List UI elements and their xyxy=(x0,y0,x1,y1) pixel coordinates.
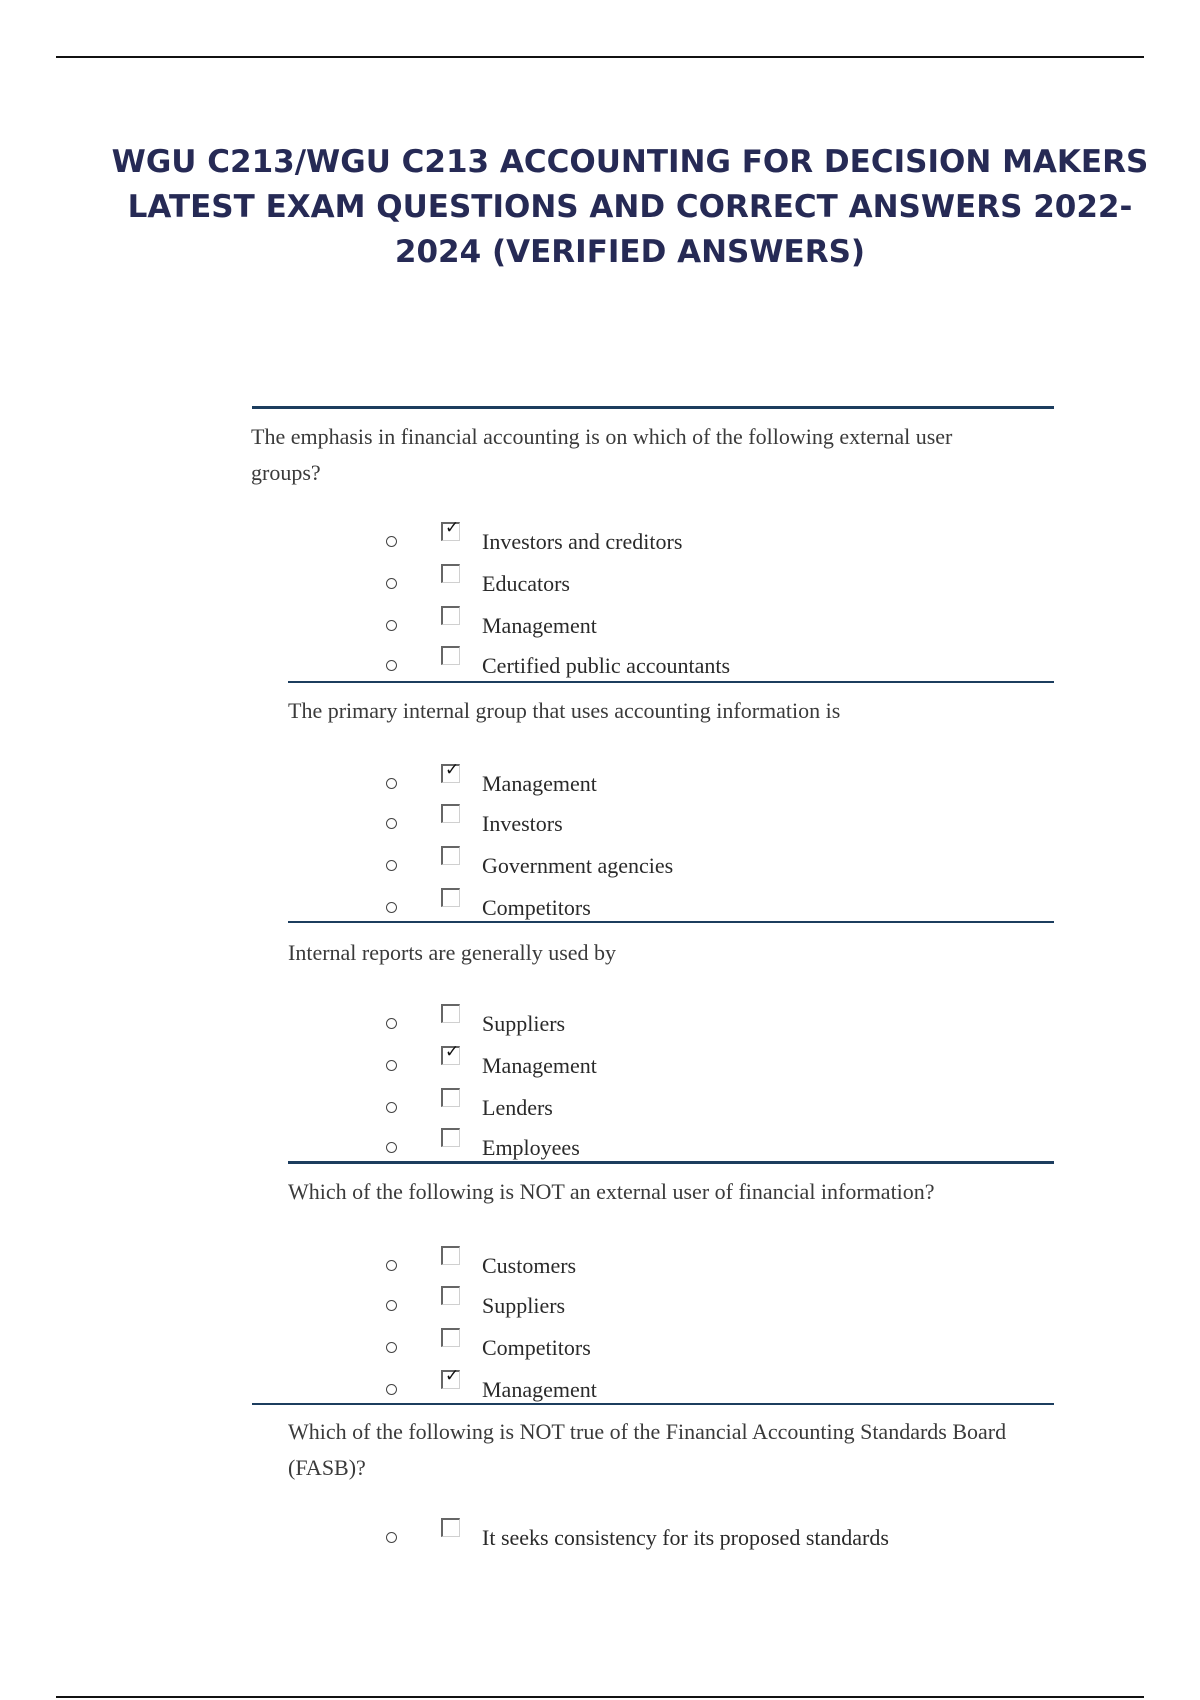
option-label: Competitors xyxy=(482,895,591,920)
hollow-circle-bullet-icon xyxy=(386,1102,397,1113)
checkbox-icon[interactable] xyxy=(441,1246,460,1265)
question-1-text: The emphasis in financial accounting is on which of the following external user groups? xyxy=(251,424,953,485)
option-label: Management xyxy=(482,613,597,638)
hollow-circle-bullet-icon xyxy=(386,1018,397,1029)
option[interactable] xyxy=(380,1246,1040,1280)
checkbox-icon[interactable] xyxy=(441,1286,460,1305)
checkbox-icon[interactable] xyxy=(441,646,460,665)
checkbox-icon[interactable] xyxy=(441,760,460,783)
checkbox-icon[interactable] xyxy=(441,804,460,823)
checkmark-icon: ✓ xyxy=(445,1366,460,1386)
checkbox-icon[interactable] xyxy=(441,846,460,865)
checkbox-icon[interactable] xyxy=(441,606,460,625)
question-3-text: Internal reports are generally used by xyxy=(288,940,617,965)
option[interactable] xyxy=(380,606,1040,640)
checkbox-icon[interactable] xyxy=(441,1088,460,1107)
question-4-text: Which of the following is NOT an external user of financial information? xyxy=(288,1179,935,1204)
checkbox-icon[interactable] xyxy=(441,564,460,583)
option-label: Government agencies xyxy=(482,853,674,878)
question-divider xyxy=(288,1161,1054,1164)
option[interactable] xyxy=(380,646,1040,680)
hollow-circle-bullet-icon xyxy=(386,578,397,589)
option[interactable] xyxy=(380,804,1040,838)
question-divider xyxy=(288,921,1054,923)
hollow-circle-bullet-icon xyxy=(386,1342,397,1353)
hollow-circle-bullet-icon xyxy=(386,1260,397,1271)
hollow-circle-bullet-icon xyxy=(386,818,397,829)
checkmark-icon: ✓ xyxy=(445,518,460,538)
option-label: Educators xyxy=(482,571,570,596)
checkbox-icon[interactable] xyxy=(441,888,460,907)
option[interactable] xyxy=(380,888,1040,922)
option-label: Management xyxy=(482,1377,597,1402)
checkmark-icon: ✓ xyxy=(445,760,460,780)
page-top-rule xyxy=(56,56,1144,58)
page-bottom-rule xyxy=(56,1696,1144,1698)
question-divider xyxy=(288,681,1054,683)
option[interactable] xyxy=(380,846,1040,880)
checkbox-icon[interactable] xyxy=(441,1518,460,1537)
option-label: Investors xyxy=(482,811,563,836)
option[interactable] xyxy=(380,1042,1040,1080)
option-label: Lenders xyxy=(482,1095,553,1120)
option[interactable] xyxy=(380,564,1040,598)
option-label: Suppliers xyxy=(482,1011,566,1036)
option-label: Customers xyxy=(482,1253,577,1278)
option[interactable] xyxy=(380,1286,1040,1320)
option[interactable] xyxy=(380,1128,1040,1162)
option-label: Employees xyxy=(482,1135,580,1160)
question-2-text: The primary internal group that uses accounting information is xyxy=(288,698,841,723)
hollow-circle-bullet-icon xyxy=(386,1532,397,1543)
hollow-circle-bullet-icon xyxy=(386,902,397,913)
question-divider xyxy=(252,1403,1054,1405)
question-divider xyxy=(252,406,1054,409)
option-label: Investors and creditors xyxy=(482,529,683,554)
hollow-circle-bullet-icon xyxy=(386,1060,397,1071)
option-label: Competitors xyxy=(482,1335,591,1360)
hollow-circle-bullet-icon xyxy=(386,536,397,547)
option[interactable] xyxy=(380,760,1040,798)
document-title: WGU C213/WGU C213 ACCOUNTING FOR DECISION MAKERS LATEST EXAM QUESTIONS AND CORRECT ANSWERS 2022-2024 (VERIFIED ANSWERS) xyxy=(111,144,1149,270)
option[interactable] xyxy=(380,1088,1040,1122)
checkbox-icon[interactable] xyxy=(441,1128,460,1147)
hollow-circle-bullet-icon xyxy=(386,1142,397,1153)
checkbox-icon[interactable] xyxy=(441,1004,460,1023)
hollow-circle-bullet-icon xyxy=(386,1384,397,1395)
option[interactable] xyxy=(380,1518,1040,1552)
hollow-circle-bullet-icon xyxy=(386,660,397,671)
option[interactable] xyxy=(380,518,1040,556)
hollow-circle-bullet-icon xyxy=(386,778,397,789)
option-label: Management xyxy=(482,771,597,796)
hollow-circle-bullet-icon xyxy=(386,1300,397,1311)
option[interactable] xyxy=(380,1328,1040,1362)
checkbox-icon[interactable] xyxy=(441,1042,460,1065)
option-label: Suppliers xyxy=(482,1293,566,1318)
checkbox-icon[interactable] xyxy=(441,1328,460,1347)
hollow-circle-bullet-icon xyxy=(386,860,397,871)
option[interactable] xyxy=(380,1366,1040,1404)
question-5-text: Which of the following is NOT true of the Financial Accounting Standards Board (FASB)? xyxy=(288,1419,1007,1480)
option-label: Certified public accountants xyxy=(482,653,731,678)
hollow-circle-bullet-icon xyxy=(386,620,397,631)
option-label: It seeks consistency for its proposed standards xyxy=(482,1525,889,1550)
checkbox-icon[interactable] xyxy=(441,1366,460,1389)
option[interactable] xyxy=(380,1004,1040,1038)
option-label: Management xyxy=(482,1053,597,1078)
checkmark-icon: ✓ xyxy=(445,1042,460,1062)
checkbox-icon[interactable] xyxy=(441,518,460,541)
